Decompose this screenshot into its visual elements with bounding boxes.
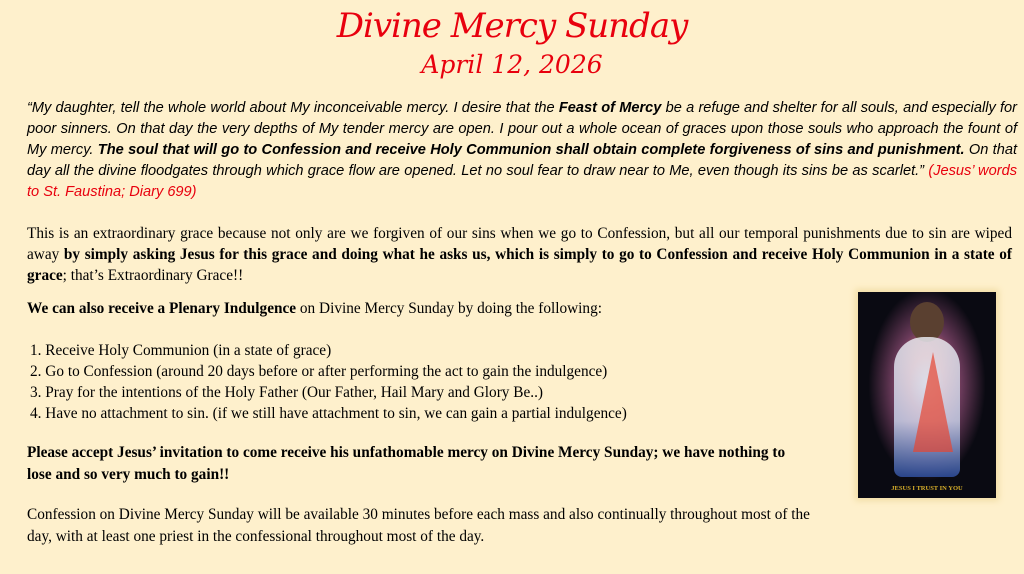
image-caption: JESUS I TRUST IN YOU (891, 485, 963, 492)
indulgence-bold: We can also receive a Plenary Indulgence (27, 300, 297, 317)
para-bold: by simply asking Jesus for this grace and doing what he asks us, which is simply to go to Confession and receive Holy Communion in a state of grace (27, 246, 1012, 284)
list-item: 1. Receive Holy Communion (in a state of grace) (30, 342, 332, 359)
quote-text: “My daughter, tell the whole world about My inconceivable mercy. I desire that the (27, 100, 559, 116)
halo-shape (910, 302, 944, 342)
indulgence-intro (27, 300, 602, 318)
page-title: Divine Mercy Sunday (336, 6, 688, 46)
indulgence-text: on Divine Mercy Sunday by doing the following: (296, 300, 602, 317)
confession-info: Confession on Divine Mercy Sunday will be available 30 minutes before each mass and also continually throughout most of the day, with at least one priest in the confessional throughout most of the day. (27, 506, 810, 545)
quote-text: be a refuge and shelter for all souls, and especially for poor sinners. On that day the very depths of My tender mercy are open. I pour out a whole ocean of graces upon those souls who approach the fount of My mercy. (27, 100, 1018, 158)
quote-text: On that day all the divine floodgates through which grace flow are opened. Let no soul fear to draw near to Me, even though its sins be as scarlet.” (27, 142, 1017, 179)
quote-citation: (Jesus’ words to St. Faustina; Diary 699) (27, 163, 1017, 200)
quote-bold: The soul that will go to Confession and receive Holy Communion shall obtain complete forgiveness of sins and punishment. (97, 142, 965, 158)
red-ray-shape (913, 352, 953, 452)
para-text: ; that’s Extraordinary Grace!! (62, 267, 244, 284)
list-item: 3. Pray for the intentions of the Holy Father (Our Father, Hail Mary and Glory Be..) (30, 384, 543, 401)
quote-bold: Feast of Mercy (558, 100, 662, 116)
list-item: 4. Have no attachment to sin. (if we still have attachment to sin, we can gain a partial indulgence) (30, 405, 627, 422)
para-text: This is an extraordinary grace because not only are we forgiven of our sins when we go to Confession, but all our temporal punishments due to sin are wiped away (27, 225, 1012, 263)
grace-paragraph (27, 223, 1012, 286)
list-item: 2. Go to Confession (around 20 days before or after performing the act to gain the indulgence) (30, 363, 608, 380)
scripture-quote (27, 98, 1017, 203)
event-date: April 12, 2026 (421, 50, 603, 79)
divine-mercy-image (858, 292, 996, 498)
requirements-list (30, 340, 627, 424)
invitation-text: Please accept Jesus’ invitation to come receive his unfathomable mercy on Divine Mercy Sunday; we have nothing to lose and so very much to gain!! (27, 444, 786, 483)
